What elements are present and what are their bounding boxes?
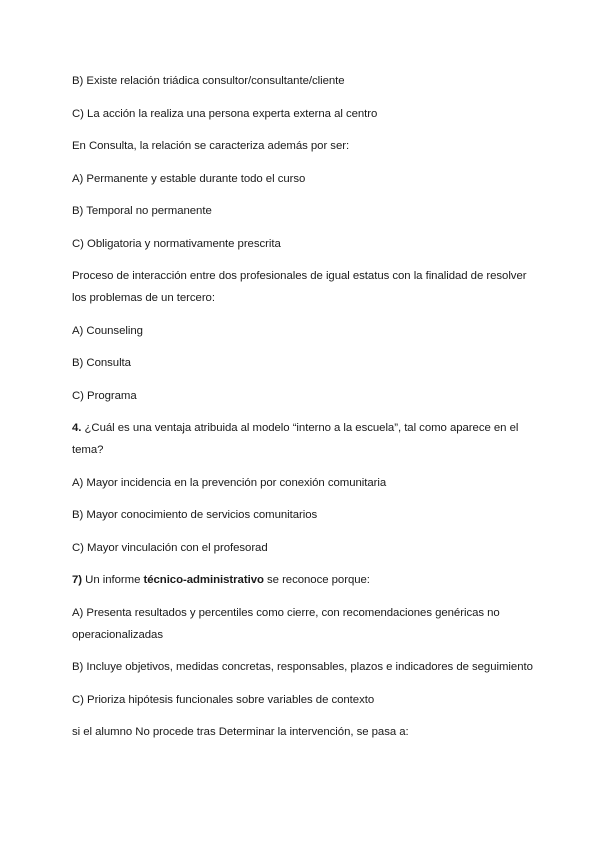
option-c-functional-hypotheses: C) Prioriza hipótesis funcionales sobre variables de contexto	[72, 693, 375, 706]
question-7-report	[72, 569, 534, 591]
option-a-results-percentiles: A) Presenta resultados y percentiles como cierre, con recomendaciones genéricas no operacionalizadas	[72, 606, 500, 641]
question-text-post: se reconoce porque:	[263, 574, 370, 586]
option-a-prevention: A) Mayor incidencia en la prevención por conexión comunitaria	[72, 476, 387, 489]
question-consulta-relation: En Consulta, la relación se caracteriza además por ser:	[72, 140, 350, 152]
option-a-counseling: A) Counseling	[72, 324, 143, 337]
option-c-programa: C) Programa	[72, 389, 137, 402]
option-c-external-expert: C) La acción la realiza una persona experta externa al centro	[72, 107, 378, 120]
question-interaction-process: Proceso de interacción entre dos profesionales de igual estatus con la finalidad de resolver los problemas de un tercero:	[72, 270, 527, 304]
option-c-obligatory: C) Obligatoria y normativamente prescrita	[72, 237, 281, 250]
question-number: 4.	[72, 422, 82, 434]
question-4-internal-model	[72, 417, 534, 461]
option-b-temporal: B) Temporal no permanente	[72, 205, 212, 217]
option-b-community-services: B) Mayor conocimiento de servicios comunitarios	[72, 509, 318, 521]
question-keyword: técnico-administrativo	[143, 574, 264, 586]
option-b-consulta: B) Consulta	[72, 357, 131, 369]
option-b-triadic: B) Existe relación triádica consultor/consultante/cliente	[72, 75, 345, 87]
option-a-permanent: A) Permanente y estable durante todo el curso	[72, 172, 306, 185]
question-text: ¿Cuál es una ventaja atribuida al modelo “interno a la escuela”, tal como aparece en el tema?	[72, 422, 519, 456]
option-c-teacher-link: C) Mayor vinculación con el profesorad	[72, 541, 268, 554]
document-page	[72, 70, 534, 754]
option-b-objectives-measures: B) Incluye objetivos, medidas concretas, responsables, plazos e indicadores de seguimiento	[72, 661, 533, 673]
question-number: 7)	[72, 574, 83, 586]
question-student-not-proceed: si el alumno No procede tras Determinar la intervención, se pasa a:	[72, 726, 409, 738]
question-text-pre: Un informe	[82, 574, 144, 586]
